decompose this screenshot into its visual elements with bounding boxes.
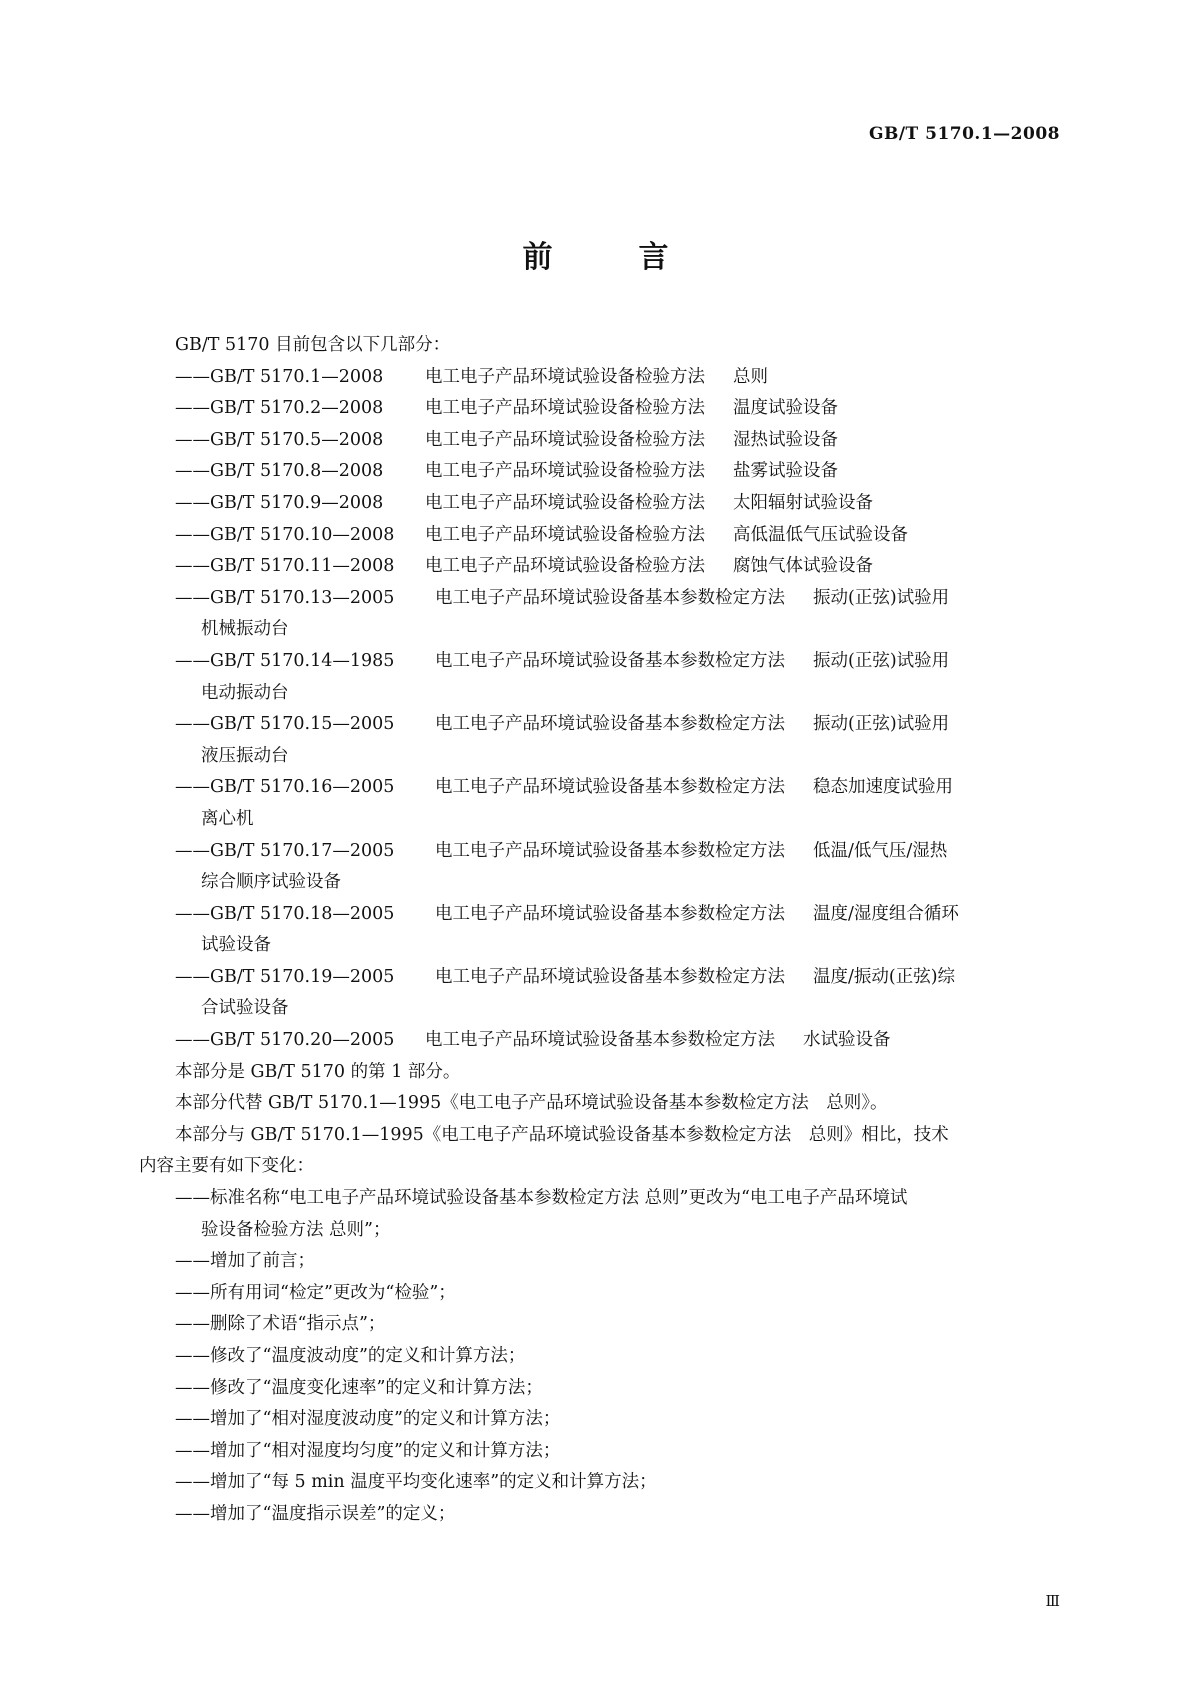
part-code: GB/T 5170.9—2008 [210, 492, 384, 513]
part-item [139, 709, 1059, 741]
change-item [139, 1373, 1059, 1405]
change-item [139, 1183, 1059, 1215]
change-item [139, 1341, 1059, 1373]
part-code: GB/T 5170.2—2008 [210, 398, 384, 419]
dash-marker: —— [175, 1314, 210, 1335]
dash-marker: —— [175, 1472, 210, 1493]
part-item [139, 456, 1059, 488]
dash-marker: —— [175, 524, 210, 545]
dash-marker: —— [175, 903, 210, 924]
dash-marker: —— [175, 1251, 210, 1272]
dash-marker: —— [175, 966, 210, 987]
part-item [139, 836, 1059, 868]
part-code: GB/T 5170.11—2008 [210, 556, 395, 577]
part-subject: 腐蚀气体试验设备 [733, 556, 873, 577]
part-code: GB/T 5170.13—2005 [210, 587, 395, 608]
dash-marker: —— [175, 777, 210, 798]
change-text: 增加了“每 5 min 温度平均变化速率”的定义和计算方法； [210, 1472, 657, 1493]
part-subject-continuation: 机械振动台 [201, 619, 289, 640]
change-text: 增加了“相对湿度均匀度”的定义和计算方法； [210, 1440, 561, 1461]
part-item [139, 551, 1059, 583]
dash-marker: —— [175, 587, 210, 608]
part-item [139, 962, 1059, 994]
part-code: GB/T 5170.10—2008 [210, 524, 395, 545]
dash-marker: —— [175, 398, 210, 419]
part-name: 电工电子产品环境试验设备检验方法 [425, 492, 705, 513]
part-code: GB/T 5170.8—2008 [210, 461, 384, 482]
part-subject: 湿热试验设备 [733, 429, 838, 450]
dash-marker: —— [175, 840, 210, 861]
part-code: GB/T 5170.19—2005 [210, 966, 395, 987]
part-code: GB/T 5170.16—2005 [210, 777, 395, 798]
part-code: GB/T 5170.1—2008 [210, 366, 384, 387]
part-item [139, 583, 1059, 615]
part-name: 电工电子产品环境试验设备基本参数检定方法 [435, 777, 785, 798]
dash-marker: —— [175, 1377, 210, 1398]
part-item [139, 520, 1059, 552]
change-text: 删除了术语“指示点”； [210, 1314, 386, 1335]
part-subject: 盐雾试验设备 [733, 461, 838, 482]
standard-code: GB/T 5170.1—2008 [868, 124, 1060, 144]
part-subject: 温度/振动(正弦)综 [813, 966, 956, 987]
part-name: 电工电子产品环境试验设备基本参数检定方法 [435, 840, 785, 861]
change-text: 修改了“温度变化速率”的定义和计算方法； [210, 1377, 543, 1398]
part-subject: 温度/湿度组合循环 [813, 903, 959, 924]
part-subject-continuation: 液压振动台 [201, 745, 289, 766]
change-item [139, 1436, 1059, 1468]
part-code: GB/T 5170.14—1985 [210, 650, 395, 671]
part-name: 电工电子产品环境试验设备检验方法 [425, 429, 705, 450]
change-item [139, 1278, 1059, 1310]
part-subject-continuation: 试验设备 [201, 935, 271, 956]
part-subject: 高低温低气压试验设备 [733, 524, 908, 545]
part-subject: 水试验设备 [803, 1030, 891, 1051]
part-subject: 振动(正弦)试验用 [813, 587, 950, 608]
change-text: 增加了前言； [210, 1251, 315, 1272]
changes-list [139, 1183, 1059, 1531]
change-item [139, 1404, 1059, 1436]
dash-marker: —— [175, 556, 210, 577]
part-subject: 振动(正弦)试验用 [813, 650, 950, 671]
part-code: GB/T 5170.17—2005 [210, 840, 395, 861]
dash-marker: —— [175, 1440, 210, 1461]
change-text-continuation: 验设备检验方法 总则”； [201, 1219, 391, 1240]
part-name: 电工电子产品环境试验设备基本参数检定方法 [435, 587, 785, 608]
part-name: 电工电子产品环境试验设备基本参数检定方法 [435, 714, 785, 735]
part-item [139, 646, 1059, 678]
part-name: 电工电子产品环境试验设备检验方法 [425, 524, 705, 545]
parts-list [139, 362, 1059, 1057]
dash-marker: —— [175, 366, 210, 387]
part-name: 电工电子产品环境试验设备基本参数检定方法 [435, 966, 785, 987]
dash-marker: —— [175, 429, 210, 450]
part-subject-continuation: 综合顺序试验设备 [201, 872, 341, 893]
part-name: 电工电子产品环境试验设备检验方法 [425, 556, 705, 577]
dash-marker: —— [175, 1188, 210, 1209]
dash-marker: —— [175, 1346, 210, 1366]
part-subject: 低温/低气压/湿热 [813, 840, 948, 861]
paragraph-replaces: 本部分代替 GB/T 5170.1—1995《电工电子产品环境试验设备基本参数检定方法 总则》。 [175, 1093, 888, 1114]
dash-marker: —— [175, 1409, 210, 1430]
part-subject: 稳态加速度试验用 [813, 777, 953, 798]
part-item [139, 772, 1059, 804]
dash-marker: —— [175, 714, 210, 735]
page-number: Ⅲ [1045, 1592, 1060, 1610]
part-subject: 太阳辐射试验设备 [733, 492, 873, 513]
change-item [139, 1499, 1059, 1531]
change-item [139, 1309, 1059, 1341]
part-name: 电工电子产品环境试验设备基本参数检定方法 [425, 1030, 775, 1051]
dash-marker: —— [175, 1503, 210, 1524]
paragraph-comparison-line2: 内容主要有如下变化： [139, 1156, 314, 1177]
part-code: GB/T 5170.20—2005 [210, 1030, 395, 1051]
change-text: 增加了“相对湿度波动度”的定义和计算方法； [210, 1409, 561, 1430]
paragraph-comparison-line1: 本部分与 GB/T 5170.1—1995《电工电子产品环境试验设备基本参数检定方法 总则》相比，技术 [175, 1124, 949, 1145]
part-subject: 振动(正弦)试验用 [813, 714, 950, 735]
part-name: 电工电子产品环境试验设备基本参数检定方法 [435, 650, 785, 671]
part-name: 电工电子产品环境试验设备检验方法 [425, 398, 705, 419]
part-item [139, 1025, 1059, 1057]
part-subject-continuation: 离心机 [201, 808, 254, 829]
part-name: 电工电子产品环境试验设备基本参数检定方法 [435, 903, 785, 924]
change-text: 所有用词“检定”更改为“检验”； [210, 1282, 456, 1303]
change-text: 增加了“温度指示误差”的定义； [210, 1503, 456, 1524]
part-item [139, 425, 1059, 457]
part-code: GB/T 5170.15—2005 [210, 714, 395, 735]
dash-marker: —— [175, 1030, 210, 1051]
part-subject: 温度试验设备 [733, 398, 838, 419]
part-subject: 总则 [733, 366, 768, 387]
change-text: 修改了“温度波动度”的定义和计算方法； [210, 1346, 526, 1366]
document-body [139, 330, 1059, 1531]
dash-marker: —— [175, 461, 210, 482]
part-subject-continuation: 合试验设备 [201, 998, 289, 1019]
change-text: 标准名称“电工电子产品环境试验设备基本参数检定方法 总则”更改为“电工电子产品环境试 [210, 1188, 908, 1209]
part-item [139, 488, 1059, 520]
part-name: 电工电子产品环境试验设备检验方法 [425, 461, 705, 482]
part-name: 电工电子产品环境试验设备检验方法 [425, 366, 705, 387]
part-subject-continuation: 电动振动台 [201, 682, 289, 703]
dash-marker: —— [175, 492, 210, 513]
intro-paragraph: GB/T 5170 目前包含以下几部分： [175, 335, 451, 355]
change-item [139, 1467, 1059, 1499]
dash-marker: —— [175, 1282, 210, 1303]
part-code: GB/T 5170.5—2008 [210, 429, 384, 450]
part-item [139, 393, 1059, 425]
part-item [139, 899, 1059, 931]
part-item [139, 362, 1059, 394]
change-item [139, 1246, 1059, 1278]
page-title: 前 言 [522, 240, 697, 275]
dash-marker: —— [175, 650, 210, 671]
part-code: GB/T 5170.18—2005 [210, 903, 395, 924]
paragraph-part-number: 本部分是 GB/T 5170 的第 1 部分。 [175, 1061, 461, 1082]
